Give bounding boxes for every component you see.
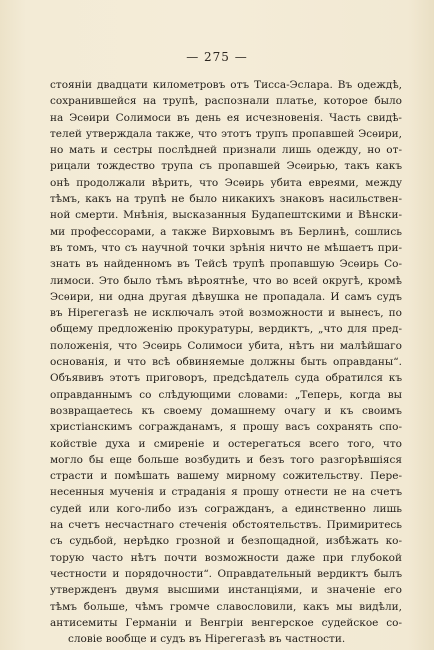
text-line: на счетъ несчастнаго стеченiя обстоятельствъ. Примиритесь — [50, 519, 402, 532]
text-line: телей утверждала также, что этотъ трупъ пропавшей Эсѳири, — [50, 127, 402, 140]
text-line: сохранившейся на трупѣ, распознали платье, которое было — [50, 95, 402, 108]
text-line: несенныя мученiя и страданiя я прошу отнести не на счетъ — [50, 486, 402, 499]
text-line: онѣ продолжали вѣрить, что Эсѳирь убита евреями, между — [50, 176, 402, 189]
text-line: знать въ найденномъ въ Тейсѣ трупѣ пропавшую Эсѳирь Со- — [50, 258, 402, 271]
text-line: оправданнымъ со слѣдующими словами: „Теперь, когда вы — [50, 388, 402, 401]
text-line: словiе вообще и судъ въ Нiрегегазѣ въ частности. — [68, 633, 346, 646]
text-line: утвержденъ двумя высшими инстанцiями, и значенiе его — [50, 584, 402, 597]
text-line: койствiе духа и смиренiе и остерегаться всего того, что — [50, 437, 402, 450]
text-line: судей или кого-либо изъ согражданъ, а единственно лишь — [50, 502, 402, 515]
text-line: тѣмъ больше, чѣмъ громче славословили, какъ мы видѣли, — [50, 600, 402, 613]
text-line: основанiя, и что всѣ обвиняемые должны быть оправданы“. — [50, 356, 402, 369]
body-text — [50, 77, 402, 647]
text-line: торую часто нѣтъ почти возможности даже при глубокой — [50, 551, 402, 564]
text-line: Объявивъ этотъ приговоръ, предсѣдатель суда обратился къ — [50, 372, 402, 385]
text-line: но мать и сестры послѣдней признали лишь одежду, но от- — [50, 144, 402, 157]
text-line: лимоси. Это было тѣмъ вѣроятнѣе, что во всей округѣ, кромѣ — [50, 274, 402, 287]
text-line: христiанскимъ согражданамъ, я прошу васъ сохранять спо- — [50, 421, 402, 434]
text-line: стоянiи двадцати километровъ отъ Тисса-Эслара. Въ одеждѣ, — [50, 79, 402, 91]
text-line: антисемиты Германiи и Венгрiи венгерское судейское со- — [50, 616, 402, 629]
text-line: рицали тождество трупа съ пропавшей Эсѳирью, такъ какъ — [50, 160, 402, 173]
text-line: возвращаетесь къ своему домашнему очагу и къ своимъ — [50, 404, 402, 417]
text-line: общему предложенiю прокуратуры, вердиктъ, „что для пред- — [50, 323, 402, 336]
text-line: ми профессорами, а также Вирховымъ въ Берлинѣ, сошлись — [50, 225, 402, 238]
text-line: съ судьбой, нерѣдко грозной и безпощадной, избѣжать ко- — [50, 535, 402, 548]
text-line: въ томъ, что съ научной точки зрѣнiя ничто не мѣшаетъ при- — [50, 241, 402, 254]
page-number: — 275 — — [186, 50, 248, 64]
text-line: Эсѳири, ни одна другая дѣвушка не пропадала. И самъ судъ — [50, 290, 402, 303]
text-line: могло бы еще больше возбудить и безъ того разгорѣвшiяся — [50, 453, 402, 466]
text-line: положенiя, что Эсѳирь Солимоси убита, нѣтъ ни малѣйшаго — [50, 339, 402, 352]
text-line: страсти и помѣшать вашему мирному сожительству. Пере- — [50, 470, 402, 483]
text-line: въ Нiрегегазѣ не исключалъ этой возможности и вынесъ, по — [50, 307, 402, 320]
text-line: ной смерти. Мнѣнiя, высказанныя Будапештскими и Вѣнски- — [50, 209, 402, 222]
text-line: на Эсѳири Солимоси въ день ея исчезновенiя. Часть свидѣ- — [50, 111, 402, 124]
text-line: тѣмъ, какъ на трупѣ не было никакихъ знаковъ насильствен- — [50, 193, 402, 206]
text-line: честности и порядочности“. Оправдательный вердиктъ былъ — [50, 567, 402, 580]
